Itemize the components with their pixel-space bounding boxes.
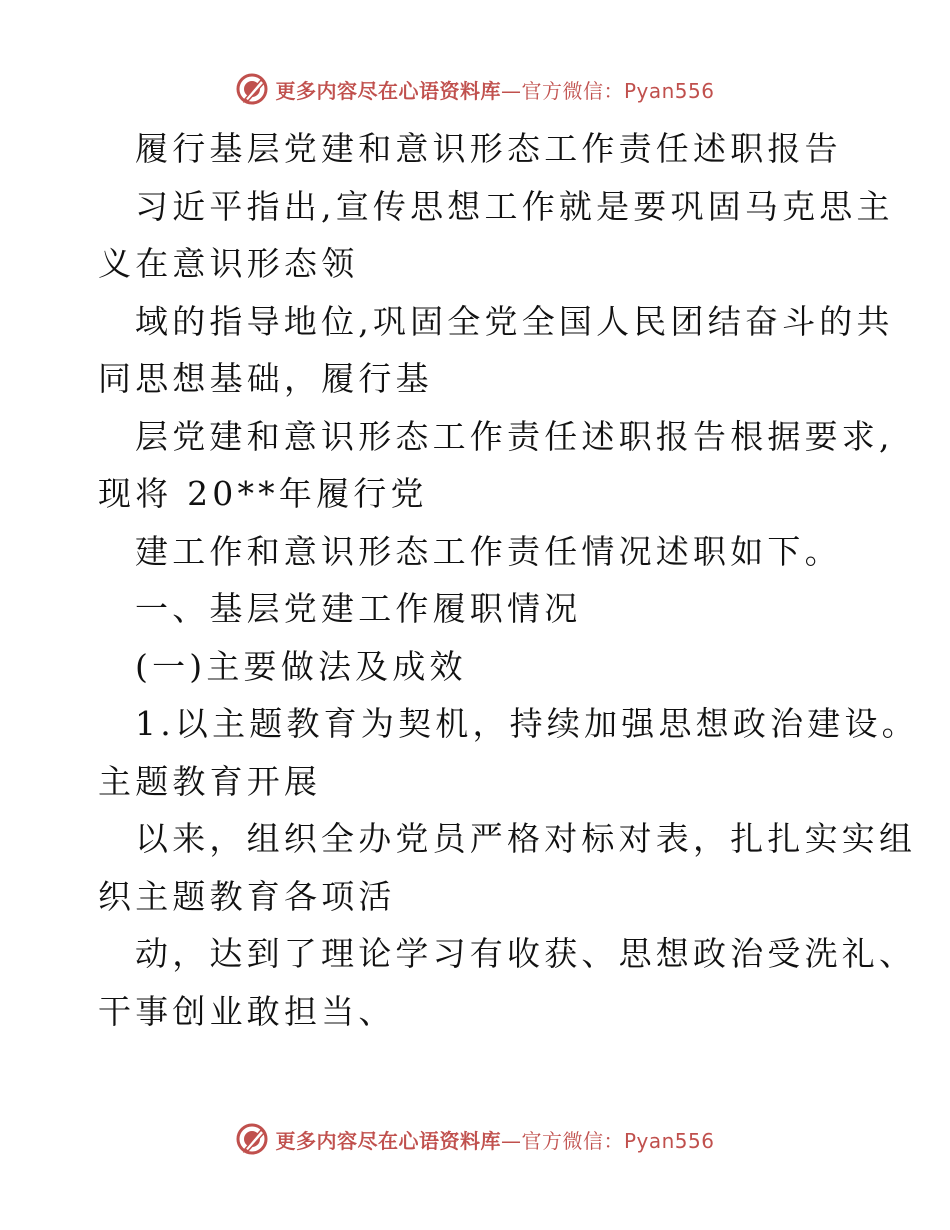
text-line: (一)主要做法及成效 [135, 646, 467, 686]
text-line: 域的指导地位,巩固全党全国人民团结奋斗的共 [135, 301, 894, 341]
text-line: 1.以主题教育为契机，持续加强思想政治建设。 [135, 704, 919, 743]
footer-watermark [0, 1122, 950, 1156]
text-line: 义在意识形态领 [98, 244, 359, 283]
pen-logo-icon [235, 1122, 269, 1156]
text-line: 现将 20**年履行党 [98, 474, 428, 513]
text-line: 同思想基础，履行基 [98, 359, 433, 398]
text-line: 主题教育开展 [98, 761, 322, 801]
header-watermark [0, 72, 950, 106]
text-line: 干事创业敢担当、 [98, 991, 396, 1031]
text-line: 建工作和意识形态工作责任情况述职如下。 [135, 531, 842, 571]
pen-logo-icon [235, 72, 269, 106]
text-line: 履行基层党建和意识形态工作责任述职报告 [135, 129, 842, 168]
watermark-text: 更多内容尽在心语资料库—官方微信：Pyan556 [275, 1128, 715, 1153]
text-line: 以来，组织全办党员严格对标对表，扎扎实实组 [135, 819, 917, 858]
text-line: 一、基层党建工作履职情况 [135, 589, 582, 628]
text-line: 层党建和意识形态工作责任述职报告根据要求, [135, 416, 894, 456]
document-body [98, 120, 919, 1040]
text-line: 织主题教育各项活 [98, 876, 396, 916]
text-line: 动，达到了理论学习有收获、思想政治受洗礼、 [135, 934, 917, 973]
text-line: 习近平指出,宣传思想工作就是要巩固马克思主 [135, 186, 894, 226]
watermark-text: 更多内容尽在心语资料库—官方微信：Pyan556 [275, 78, 715, 103]
